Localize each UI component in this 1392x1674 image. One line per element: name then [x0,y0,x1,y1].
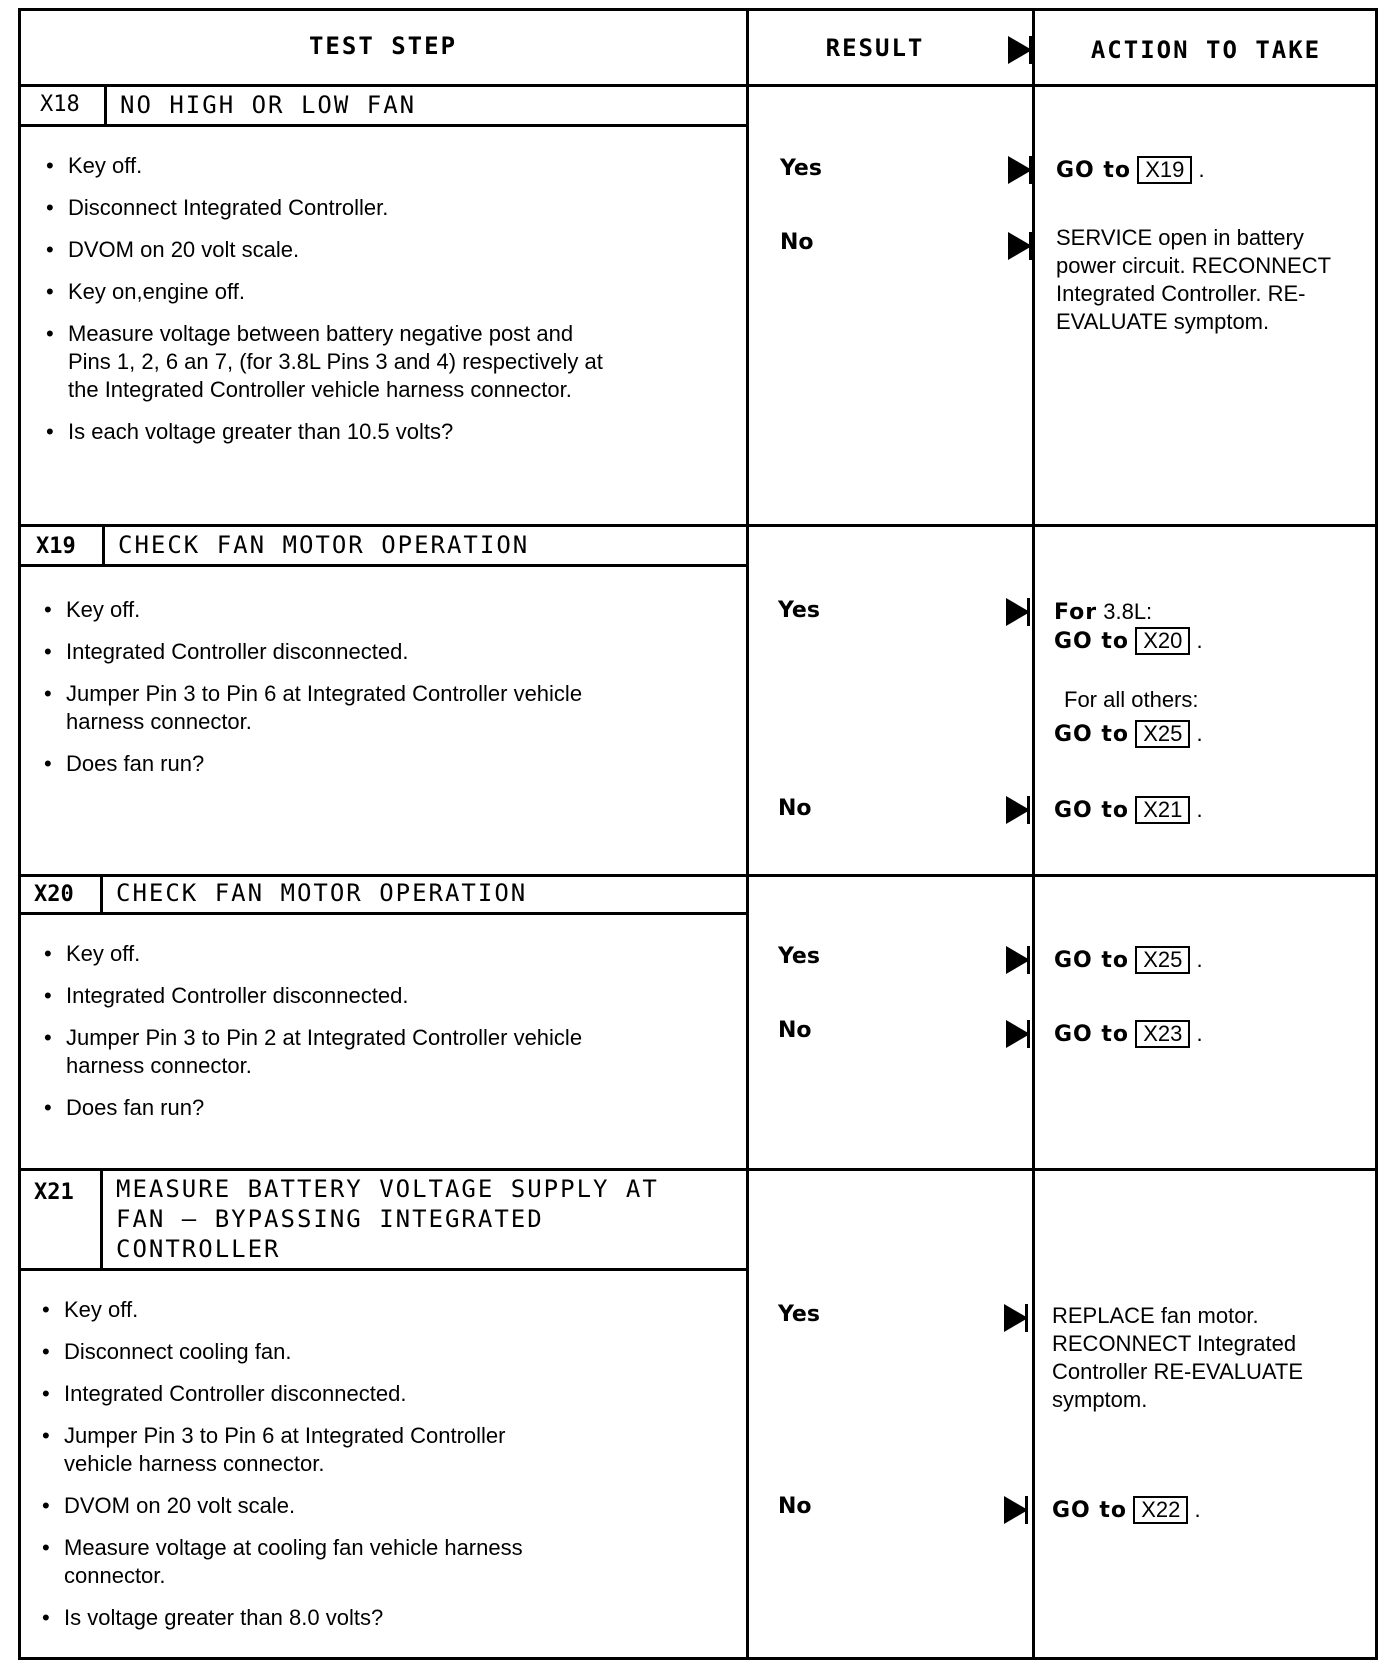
x20-result-yes: Yes [778,944,820,969]
x20-step-title: CHECK FAN MOTOR OPERATION [116,879,528,907]
x19-others-action: GO to X25 . [1054,721,1203,747]
x18-yes-action: GO to X19 . [1056,157,1205,183]
x21-yes-arrow-icon [1004,1304,1028,1332]
list-item: • DVOM on 20 volt scale. [42,236,622,264]
x18-title-divider [18,124,746,127]
x20-yes-arrow-icon [1006,946,1030,974]
list-item: • Jumper Pin 3 to Pin 2 at Integrated Controller vehicle harness connector. [40,1024,620,1080]
x21-result-yes: Yes [778,1302,820,1327]
x21-yes-action: REPLACE fan motor. RECONNECT Integrated Controller RE-EVALUATE symptom. [1052,1303,1304,1412]
list-item: • Disconnect cooling fan. [38,1338,558,1366]
x18-step-title: NO HIGH OR LOW FAN [120,91,417,119]
list-item: • Key on,engine off. [42,278,622,306]
header-action: ACTION TO TAKE [1090,36,1322,64]
list-item: • Does fan run? [40,750,620,778]
for-label: For [1054,600,1098,625]
x20-step-id: X20 [34,882,74,907]
x19-for-all-others: For all others: [1064,687,1199,712]
x19-no-action: GO to X21 . [1054,797,1203,823]
x18-result-yes: Yes [780,156,822,181]
x18-no-action: SERVICE open in battery power circuit. RECONNECT Integrated Controller. RE-EVALUATE symptom. [1056,225,1331,334]
step-ref-x21[interactable]: X21 [1135,796,1190,824]
step-ref-x22[interactable]: X22 [1133,1496,1188,1524]
list-item: • Measure voltage at cooling fan vehicle harness connector. [38,1534,558,1590]
step-ref-x23[interactable]: X23 [1135,1020,1190,1048]
step-ref-x19[interactable]: X19 [1137,156,1192,184]
goto-label: GO to [1056,158,1132,183]
list-item: • Disconnect Integrated Controller. [42,194,622,222]
step-ref-x25[interactable]: X25 [1135,720,1190,748]
goto-label: GO to [1054,798,1130,823]
header-arrow-icon [1008,36,1032,64]
x21-no-action: GO to X22 . [1052,1497,1201,1523]
goto-label: GO to [1054,722,1130,747]
list-item: • Key off. [40,596,620,624]
x20-title-divider [18,912,746,915]
list-item: • Key off. [40,940,620,968]
list-item: • Integrated Controller disconnected. [40,638,620,666]
x19-title-divider [18,564,746,567]
list-item: • Is each voltage greater than 10.5 volts? [42,418,622,446]
x19-result-no: No [778,796,812,821]
x20-step-list [40,940,620,1136]
x18-step-id: X18 [40,92,80,117]
goto-label: GO to [1054,948,1130,973]
x19-result-yes: Yes [778,598,820,623]
x21-step-title: MEASURE BATTERY VOLTAGE SUPPLY AT FAN — BYPASSING INTEGRATED CONTROLLER [116,1175,659,1263]
header-test-step: TEST STEP [308,32,458,60]
row-divider-x21 [18,1168,1378,1171]
list-item: • Jumper Pin 3 to Pin 6 at Integrated Controller vehicle harness connector. [38,1422,558,1478]
x20-yes-action: GO to X25 . [1054,947,1203,973]
list-item: • Is voltage greater than 8.0 volts? [38,1604,558,1632]
x19-yes-action: For 3.8L: GO to X20 . [1054,599,1203,654]
engine-label: 3.8L: [1103,599,1153,624]
x18-no-arrow-icon [1008,232,1032,260]
x19-yes-arrow-icon [1006,598,1030,626]
list-item: • Integrated Controller disconnected. [38,1380,558,1408]
column-divider-action [1032,8,1035,1660]
x20-no-action: GO to X23 . [1054,1021,1203,1047]
x18-step-list [42,152,622,460]
row-divider-x19 [18,524,1378,527]
x21-result-no: No [778,1494,812,1519]
x21-no-arrow-icon [1004,1496,1028,1524]
goto-label: GO to [1052,1498,1128,1523]
list-item: • Integrated Controller disconnected. [40,982,620,1010]
list-item: • Does fan run? [40,1094,620,1122]
x19-step-id: X19 [36,534,76,559]
x20-result-no: No [778,1018,812,1043]
list-item: • Key off. [38,1296,558,1324]
x19-step-list [40,596,620,792]
list-item: • Measure voltage between battery negative post and Pins 1, 2, 6 an 7, (for 3.8L Pins 3 and 4) respectively at the Integrated Controller vehicle harness connector. [42,320,622,404]
x19-step-title: CHECK FAN MOTOR OPERATION [118,531,530,559]
x19-id-divider [102,524,105,564]
x21-step-list [38,1296,558,1646]
x21-step-id: X21 [34,1180,74,1205]
header-divider [18,84,1378,87]
list-item: • Key off. [42,152,622,180]
x18-yes-arrow-icon [1008,156,1032,184]
header-result: RESULT [825,34,925,62]
step-ref-x25[interactable]: X25 [1135,946,1190,974]
x18-result-no: No [780,230,814,255]
column-divider-result [746,8,749,1660]
list-item: • Jumper Pin 3 to Pin 6 at Integrated Controller vehicle harness connector. [40,680,620,736]
x19-no-arrow-icon [1006,796,1030,824]
row-divider-x20 [18,874,1378,877]
goto-label: GO to [1054,1022,1130,1047]
list-item: • DVOM on 20 volt scale. [38,1492,558,1520]
x21-title-divider [18,1268,746,1271]
step-ref-x20[interactable]: X20 [1135,627,1190,655]
goto-label: GO to [1054,629,1130,654]
x18-id-divider [104,84,107,124]
x20-no-arrow-icon [1006,1020,1030,1048]
x20-id-divider [100,874,103,912]
x21-id-divider [100,1168,103,1268]
